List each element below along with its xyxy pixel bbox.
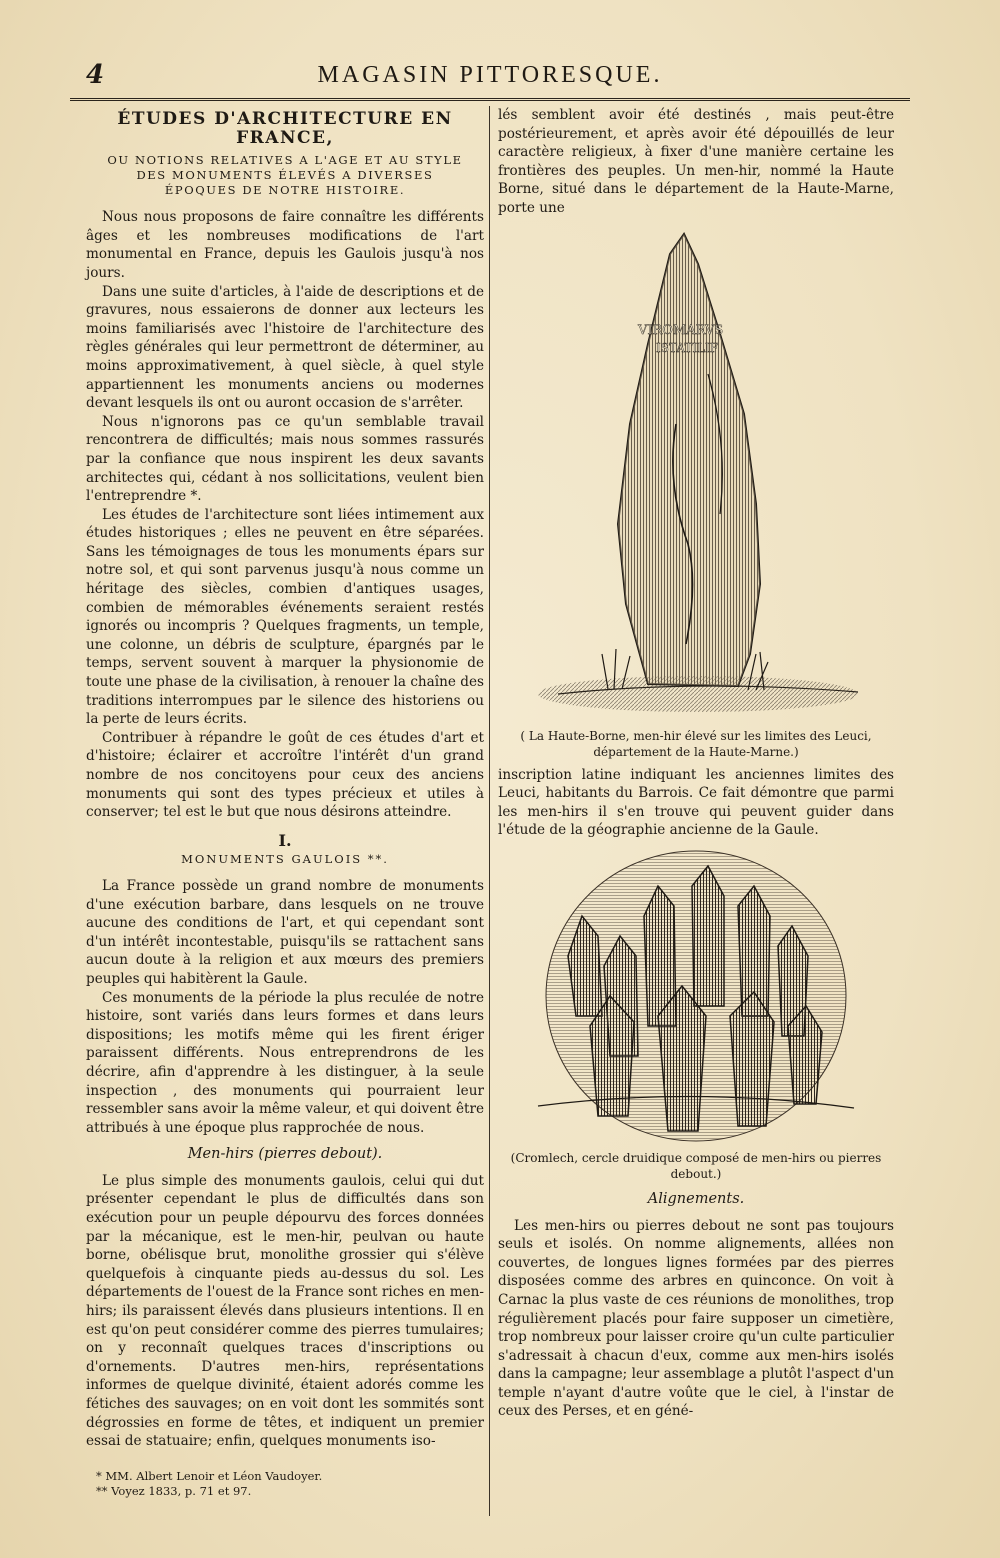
intro-paragraph: Les études de l'architecture sont liées intimement aux études historiques ; elles ne peuvent en être séparées. Sans les témoignages de tous les monuments épars sur notre sol, et qui sont parvenus jusqu'à nous comme un héritage des siècles, combien d'antiques usages, combien de mémorables événements seraient restés ignorés ou incompris ? Quelques fragments, un temple, une colonne, un débris de sculpture, épargnés par le temps, servent souvent à marquer la physionomie de toute une phase de la civilisation, à renouer la chaîne des traditions interrompues par le silence des historiens ou la perte de leurs écrits. [86, 506, 484, 728]
figure-caption: (Cromlech, cercle druidique composé de men-hirs ou pierres debout.) [510, 1150, 882, 1181]
section-title: MONUMENTS GAULOIS **. [181, 852, 389, 867]
menhirs-paragraph: Le plus simple des monuments gaulois, celui qui dut présenter cependant le plus de difficultés dans son exécution pour un peuple dépourvu des forces données par la mécanique, est le men-hir, peulvan ou haute borne, obélisque brut, monolithe grossier qui s'élève quelquefois à cinquante pieds au-dessus du sol. Les départements de l'ouest de la France sont riches en men-hirs; ils paraissent élevés dans plusieurs intentions. Il en est qu'on peut considérer comme des pierres tumulaires; on y reconnaît quelques traces d'inscriptions ou d'ornements. D'autres men-hirs, représentations informes de quelque divinité, étaient adorés comme les fétiches des sauvages; on en voit dont les sommités sont dégrossies en forme de têtes, et indiquent un premier essai de statuaire; enfin, quelques monuments iso- [86, 1172, 484, 1450]
alignments-heading: Alignements. [647, 1190, 745, 1207]
intro-paragraph: Nous n'ignorons pas ce qu'un semblable travail rencontrera de difficultés; mais nous sommes rassurés par la confiance que nous inspirent les deux savants architectes qui, cédant à nos sollicitations, veulent bien l'entreprendre *. [86, 413, 484, 505]
continued-paragraph: lés semblent avoir été destinés , mais peut-être postérieurement, et après avoir été dépouillés de leur caractère religieux, à fixer d'une manière certaine les frontières des peuples. Un men-hir, nommé la Haute Borne, situé dans le département de la Haute-Marne, porte une [498, 107, 894, 216]
alignments-paragraph: Les men-hirs ou pierres debout ne sont pas toujours seuls et isolés. On nomme alignements, allées non couvertes, de longues lignes formées par des pierres disposées comme des arbres en quinconce. On voit à Carnac la plus vaste de ces réunions de monolithes, trop régulièrement placés pour faire supposer un cimetière, trop nombreux pour laisser croire qu'un culte particulier s'adressait à chacun d'eux, comme aux men-hirs isolés dans la campagne; leur assemblage a plutôt l'aspect d'un temple n'ayant d'autre voûte que le ciel, à l'instar de ceux des Perses, et en géné- [498, 1217, 894, 1420]
article-title: ÉTUDES D'ARCHITECTURE EN FRANCE, [117, 109, 453, 148]
section-number: I. [278, 830, 292, 850]
footnotes [86, 1469, 484, 1499]
intro-paragraph: Contribuer à répandre le goût de ces études d'art et d'histoire; éclairer et accroître l'intérêt d'un grand nombre de nos concitoyens pour ceux des anciens monuments qui sont des types précieux et utiles à conserver; tel est le but que nous désirons atteindre. [86, 729, 484, 821]
column-divider [489, 106, 490, 1516]
right-column [498, 106, 894, 1421]
inscription-line: ISTATILIF [656, 340, 719, 355]
section-paragraph: Ces monuments de la période la plus reculée de notre histoire, sont variés dans leurs formes et dans leurs dispositions; les motifs même qui les firent ériger paraissent différents. Nous entreprendrons de les décrire, afin d'apprendre à les distinguer, à la seule inspection , des monuments qui pourraient leur ressembler sans avoir la même valeur, et qui doivent être attribués à une époque plus rapprochée de nous. [86, 989, 484, 1136]
cromlech-illustration [498, 846, 894, 1146]
section-paragraph: La France possède un grand nombre de monuments d'une exécution barbare, dans lesquels on ne trouve aucune des conditions de l'art, et qui cependant sont d'un intérêt incontestable, puisqu'ils se rattachent sans aucun doute à la religion et aux mœurs des premiers peuples qui habitèrent la Gaule. [86, 877, 484, 987]
left-column [86, 106, 484, 1499]
footnote: * MM. Albert Lenoir et Léon Vaudoyer. [96, 1468, 323, 1483]
figure-caption: ( La Haute-Borne, men-hir élevé sur les limites des Leuci, département de la Haute-Marne.) [520, 728, 872, 759]
inscription-line: VIROMARVS [638, 322, 724, 338]
page-number: 4 [86, 60, 105, 90]
menhirs-heading: Men-hirs (pierres debout). [187, 1146, 383, 1163]
haute-borne-engraving [498, 224, 894, 760]
page-header [70, 56, 910, 101]
magazine-title: MAGASIN PITTORESQUE. [317, 62, 663, 88]
footnote: ** Voyez 1833, p. 71 et 97. [96, 1483, 252, 1498]
intro-paragraph: Nous nous proposons de faire connaître les différents âges et les nombreuses modifications de l'art monumental en France, depuis les Gaulois jusqu'à nos jours. [86, 209, 484, 281]
article-subtitle: OU NOTIONS RELATIVES A L'AGE ET AU STYLE DES MONUMENTS ÉLEVÉS A DIVERSES ÉPOQUES DE NOTRE HISTOIRE. [107, 153, 463, 198]
menhir-illustration [498, 224, 894, 724]
middle-paragraph: inscription latine indiquant les anciennes limites des Leuci, habitants du Barrois. Ce fait démontre que parmi les men-hirs il s'en trouve qui peuvent guider dans l'étude de la géographie ancienne de la Gaule. [498, 766, 894, 839]
intro-paragraph: Dans une suite d'articles, à l'aide de descriptions et de gravures, nous essaierons de donner aux lecteurs les moins familiarisés avec l'histoire de l'architecture des règles générales qui leur permettront de déterminer, au moins approximativement, à quel siècle, à quel style appartiennent les monuments anciens ou modernes devant lesquels ils ont ou auront occasion de s'arrêter. [86, 283, 484, 412]
cromlech-engraving [498, 846, 894, 1182]
